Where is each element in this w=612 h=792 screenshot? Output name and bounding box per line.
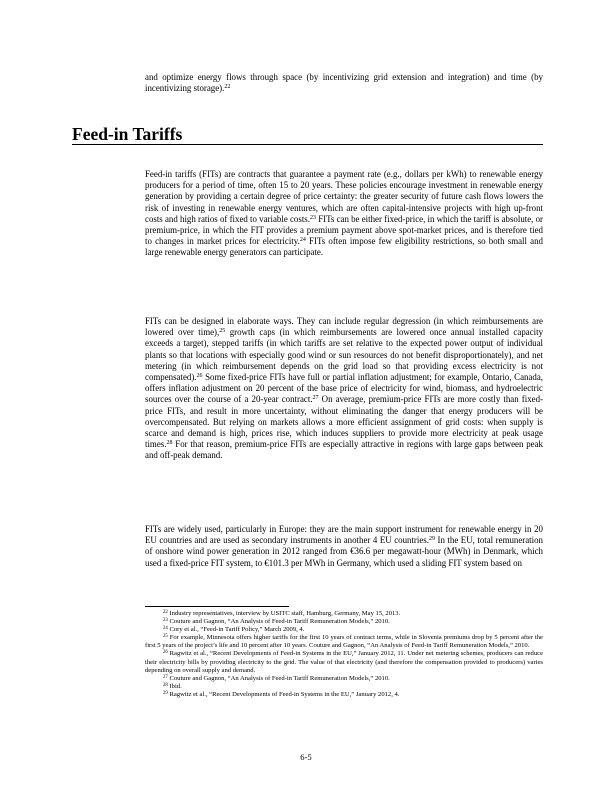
footnote-ref: 23: [309, 214, 316, 221]
footnote: $^{24}$ Cory et al., “Feed-in Tariff Policy,” March 2009, 4.: [163, 626, 305, 634]
footnote-ref: 22: [224, 84, 231, 91]
footnote: $^{29}$ Ragwitz et al., “Recent Developments of Feed-in Systems in the EU,” January 2012, 4.: [163, 690, 400, 698]
footnote-ref: 27: [312, 395, 319, 402]
footnote: $^{22}$ Industry representatives, interview by USITC staff, Hamburg, Germany, May 15, 2013.: [163, 610, 401, 617]
body-paragraph: Feed-in tariffs (FITs) are contracts that guarantee a payment rate (e.g., dollars per kWh) to renewable energy producers for a period of time, often 15 to 20 years. These policies encourage investment in renewable energy generation by providing a certain degree of price certainty: the greater security of future cash flows lowers the risk of investing in renewable energy ventures, which are often capital-intensive projects with high up-front costs and high ratios of fixed to variable costs.$^{23}$ FITs can be either fixed-price, in which the tariff is absolute, or premium-price, in which the FIT provides a premium payment above spot-market prices, and is therefore tied to changes in market prices for electricity.$^{24}$ FITs often impose few eligibility restrictions, so both small and large renewable energy generators can participate.: [145, 169, 544, 258]
heading-rule: [72, 144, 543, 145]
page-number: 6-5: [300, 752, 312, 762]
intro-paragraph: and optimize energy flows through space (by incentivizing grid extension and integration) and time (by incentivizing storage).$^{22}$: [145, 72, 543, 94]
footnote: $^{26}$ Ragwitz et al., “Recent Developments of Feed-in Systems in the EU,” January 2012, 11. Under net metering schemes, producers can reduce their electricity bills by providing electricity to the grid. The value of that electricity (and therefore the compensation provided to producers) varies depending on overall supply and demand.: [145, 650, 543, 674]
footnote-ref: 29: [428, 536, 435, 543]
body-paragraph: FITs can be designed in elaborate ways. They can include regular degression (in which reimbursements are lowered over time),$^{25}$ growth caps (in which reimbursements are lowered once annual installed capacity exceeds a target), stepped tariffs (in which tariffs are set relative to the expected power output of individual plants so that locations with especially good wind or sun resources do not benefit disproportionately), and net metering (in which reimbursement depends on the grid load so that providing excess electricity is not compensated).$^{26}$ Some fixed-price FITs have full or partial inflation adjustment; for example, Ontario, Canada, offers inflation adjustment on 20 percent of the base price of electricity for wind, biomass, and hydroelectric sources over the course of a 20-year contract.$^{27}$ On average, premium-price FITs are more costly than fixed-price FITs, and result in more uncertainty, without eliminating the danger that energy producers will be overcompensated. But relying on markets allows a more efficient assignment of grid costs: when supply is scarce and demand is high, prices rise, which induces suppliers to provide more electricity at peak usage times.$^{28}$ For that reason, premium-price FITs are especially attractive in regions with large gaps between peak and off-peak demand.: [145, 316, 544, 461]
footnote: $^{25}$ For example, Minnesota offers higher tariffs for the first 10 years of contract terms, while in Slovenia premiums drop by 5 percent after the first 5 years of the project’s life and 10 percent after 10 years. Couture and Gagnon, “An Analysis of Feed-in Tariff Remuneration Models,” 2010.: [145, 634, 543, 650]
footnote-ref: 26: [196, 373, 203, 380]
footnote: $^{28}$ Ibid.: [163, 682, 182, 690]
footnote: $^{27}$ Couture and Gagnon, “An Analysis of Feed-in Tariff Remuneration Models,” 2010.: [163, 674, 390, 682]
footnotes: [145, 610, 543, 699]
footnote-ref: 28: [166, 440, 173, 447]
footnote-ref: 24: [299, 237, 306, 244]
footnote: $^{23}$ Couture and Gagnon, “An Analysis of Feed-in Tariff Remuneration Models,” 2010.: [163, 618, 390, 626]
footnote-separator: [145, 606, 289, 607]
body-paragraph: FITs are widely used, particularly in Europe: they are the main support instrument for renewable energy in 20 EU countries and are used as secondary instruments in another 4 EU countries.$^{29}$ In the EU, total remuneration of onshore wind power generation in 2012 ranged from €36.6 per megawatt-hour (MWh) in Denmark, which used a fixed-price FIT system, to €101.3 per MWh in Germany, which used a sliding FIT system based on: [145, 524, 543, 568]
footnote-ref: 25: [219, 328, 226, 335]
section-heading: Feed-in Tariffs: [72, 124, 183, 144]
